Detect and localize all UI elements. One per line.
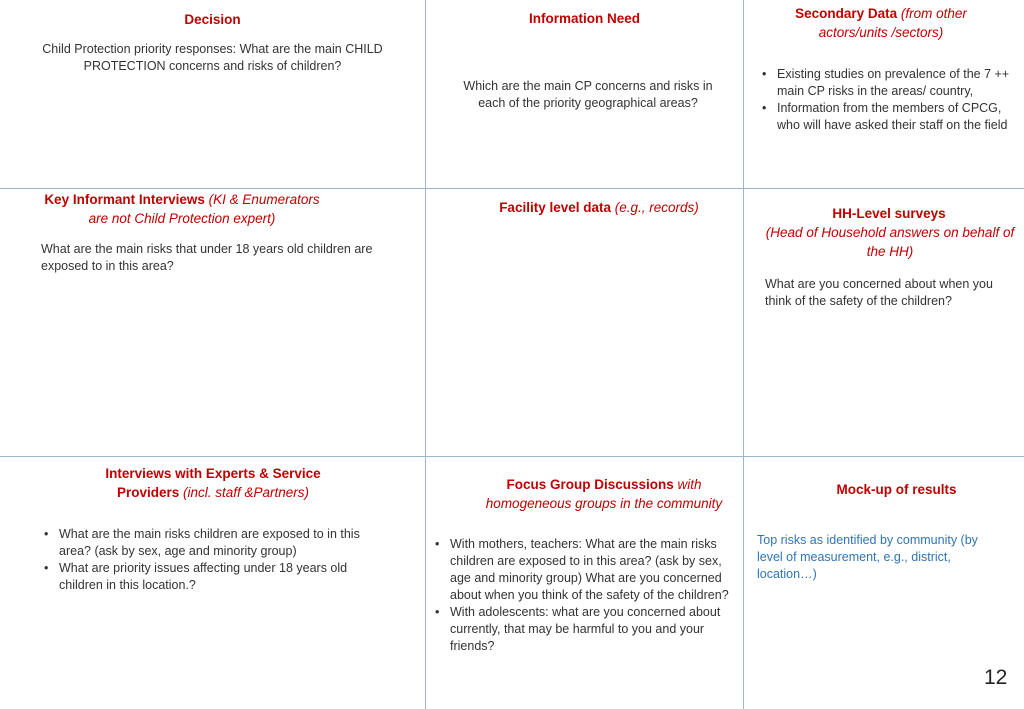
focus-groups-list <box>432 536 744 655</box>
focus-groups-title: Focus Group Discussions with homogeneous groups in the community <box>485 477 723 511</box>
grid-divider <box>0 188 1024 189</box>
list-item: • What are priority issues affecting under 18 years old children in this location.? <box>41 560 386 594</box>
experts-list <box>41 526 386 594</box>
key-informant-title: Key Informant Interviews (KI & Enumerators are not Child Protection expert) <box>44 192 320 226</box>
secondary-data-list <box>759 66 1011 134</box>
hh-surveys-subtitle: (Head of Household answers on behalf of the HH) <box>765 225 1015 259</box>
list-item: • Information from the members of CPCG, who will have asked their staff on the field <box>759 100 1011 134</box>
grid-divider <box>0 456 1024 457</box>
grid-divider <box>425 0 426 709</box>
list-item: • What are the main risks children are exposed to in this area? (ask by sex, age and minority group) <box>41 526 386 560</box>
secondary-data-title: Secondary Data (from other actors/units /sectors) <box>795 6 967 40</box>
experts-title: Interviews with Experts & Service Providers (incl. staff &Partners) <box>105 466 321 500</box>
facility-data-title: Facility level data (e.g., records) <box>499 200 699 215</box>
decision-title: Decision <box>184 12 241 27</box>
key-informant-text: What are the main risks that under 18 years old children are exposed to in this area? <box>41 242 373 273</box>
hh-surveys-text: What are you concerned about when you think of the safety of the children? <box>765 277 993 308</box>
list-item: • With mothers, teachers: What are the main risks children are exposed to in this area? (ask by sex, age and minority group) What are you concerned about when you think of the safety of the children? <box>432 536 744 604</box>
information-need-title: Information Need <box>528 11 640 26</box>
mockup-text: Top risks as identified by community (by level of measurement, e.g., district, location…) <box>757 533 978 581</box>
list-item: • Existing studies on prevalence of the 7 ++ main CP risks in the areas/ country, <box>759 66 1011 100</box>
list-item: • With adolescents: what are you concerned about currently, that may be harmful to you and your friends? <box>432 604 744 655</box>
information-need-text: Which are the main CP concerns and risks in each of the priority geographical areas? <box>463 79 713 110</box>
page-number: 12 <box>984 666 1008 689</box>
decision-text: Child Protection priority responses: What are the main CHILD PROTECTION concerns and risks of children? <box>42 42 383 73</box>
hh-surveys-title: HH-Level surveys <box>832 206 946 221</box>
mockup-title: Mock-up of results <box>836 482 957 497</box>
